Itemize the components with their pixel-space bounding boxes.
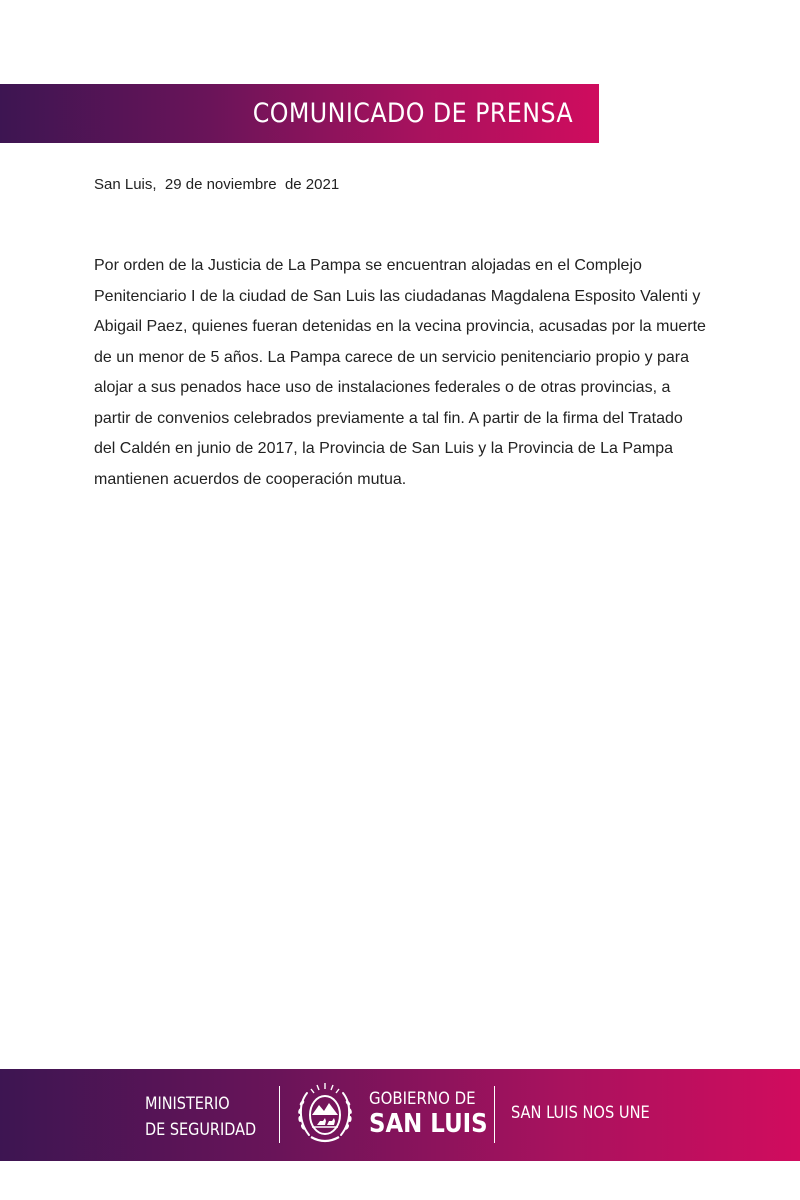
header-banner	[0, 84, 599, 143]
footer-divider	[279, 1086, 280, 1143]
ministry-label	[145, 1091, 256, 1143]
slogan: SAN LUIS NOS UNE	[511, 1103, 650, 1123]
page-title: COMUNICADO DE PRENSA	[252, 98, 573, 129]
footer-divider	[494, 1086, 495, 1143]
footer-banner	[0, 1069, 800, 1161]
ministry-line-1: MINISTERIO	[145, 1094, 230, 1114]
government-label	[369, 1089, 504, 1139]
government-line-1: GOBIERNO DE	[369, 1089, 476, 1109]
provincial-coat-of-arms-icon	[293, 1081, 357, 1147]
ministry-line-2: DE SEGURIDAD	[145, 1120, 257, 1140]
press-release-body: Por orden de la Justicia de La Pampa se encuentran alojadas en el Complejo Penitenciario I de la ciudad de San Luis las ciudadanas Magdalena Esposito Valenti y Abigail Paez, quienes fueran detenidas en la vecina provincia, acusadas por la muerte de un menor de 5 años. La Pampa carece de un servicio penitenciario propio y para alojar a sus penados hace uso de instalaciones federales o de otras provincias, a partir de convenios celebrados previamente a tal fin. A partir de la firma del Tratado del Caldén en junio de 2017, la Provincia de San Luis y la Provincia de La Pampa mantienen acuerdos de cooperación mutua.	[94, 257, 706, 488]
government-line-2: SAN LUIS	[369, 1109, 488, 1139]
date-line: San Luis, 29 de noviembre de 2021	[94, 176, 340, 193]
